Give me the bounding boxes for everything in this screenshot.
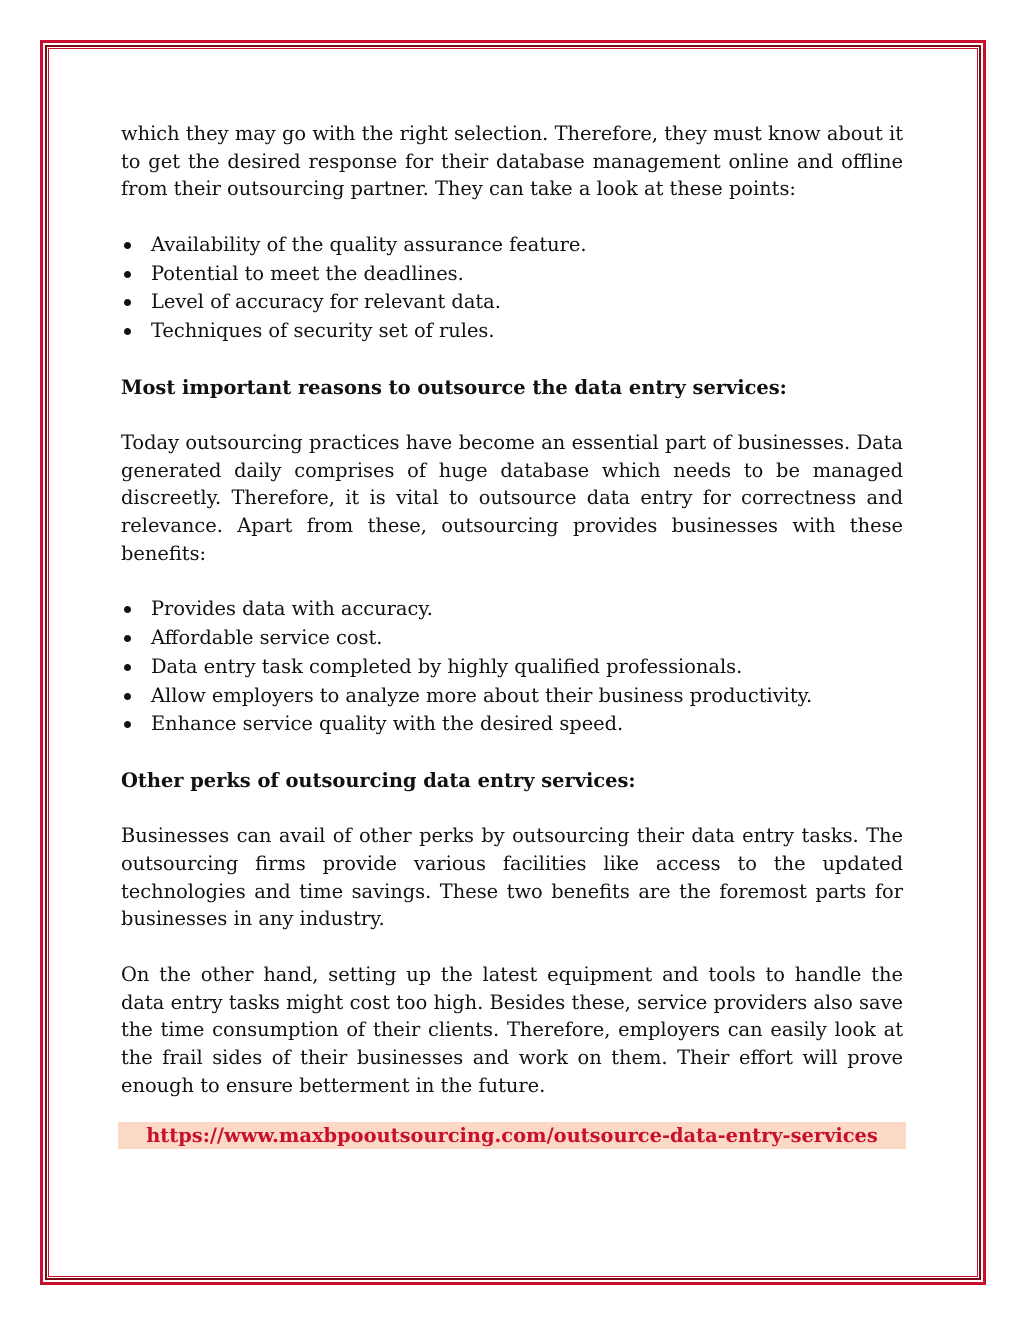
page-content [121,120,903,1099]
intro-paragraph: which they may go with the right selection. Therefore, they must know about it to get the desired response for their database management online and offline from their outsourcing partner. They can take a look at these points: [121,122,903,201]
perks-paragraph-2: On the other hand, setting up the latest equipment and tools to handle the data entry tasks might cost too high. Besides these, service providers also save the time consumption of their clients. Therefore, employers can easily look at the frail sides of their businesses and work on them. Their effort will prove enough to ensure betterment in the future. [121,962,903,1097]
list-item: Allow employers to analyze more about their business productivity. [121,682,903,711]
bullet-icon [124,299,131,306]
list-item: Potential to meet the deadlines. [121,260,903,289]
bullet-icon [124,242,131,249]
perks-paragraph-1: Businesses can avail of other perks by outsourcing their data entry tasks. The outsourcing firms provide various facilities like access to the updated technologies and time savings. These two benefits are the foremost parts for businesses in any industry. [121,824,903,931]
list-item: Data entry task completed by highly qualified professionals. [121,653,903,682]
bullet-icon [124,271,131,278]
bullet-icon [124,606,131,613]
list-item: Techniques of security set of rules. [121,317,903,346]
section-heading-perks: Other perks of outsourcing data entry services: [121,768,636,792]
list-item: Affordable service cost. [121,624,903,653]
list-item: Provides data with accuracy. [121,595,903,624]
bullet-icon [124,664,131,671]
source-link[interactable]: https://www.maxbpooutsourcing.com/outsource-data-entry-services [146,1124,878,1147]
bullet-icon [124,721,131,728]
bullet-icon [124,328,131,335]
section-heading-reasons: Most important reasons to outsource the data entry services: [121,375,787,399]
list-item: Availability of the quality assurance feature. [121,231,903,260]
list-item: Level of accuracy for relevant data. [121,288,903,317]
bullet-icon [124,635,131,642]
benefits-list [121,595,903,739]
bullet-icon [124,693,131,700]
list-item: Enhance service quality with the desired speed. [121,710,903,739]
points-list [121,231,903,346]
reasons-paragraph: Today outsourcing practices have become an essential part of businesses. Data generated daily comprises of huge database which needs to be managed discreetly. Therefore, it is vital to outsource data entry for correctness and relevance. Apart from these, outsourcing provides businesses with these benefits: [121,431,903,565]
